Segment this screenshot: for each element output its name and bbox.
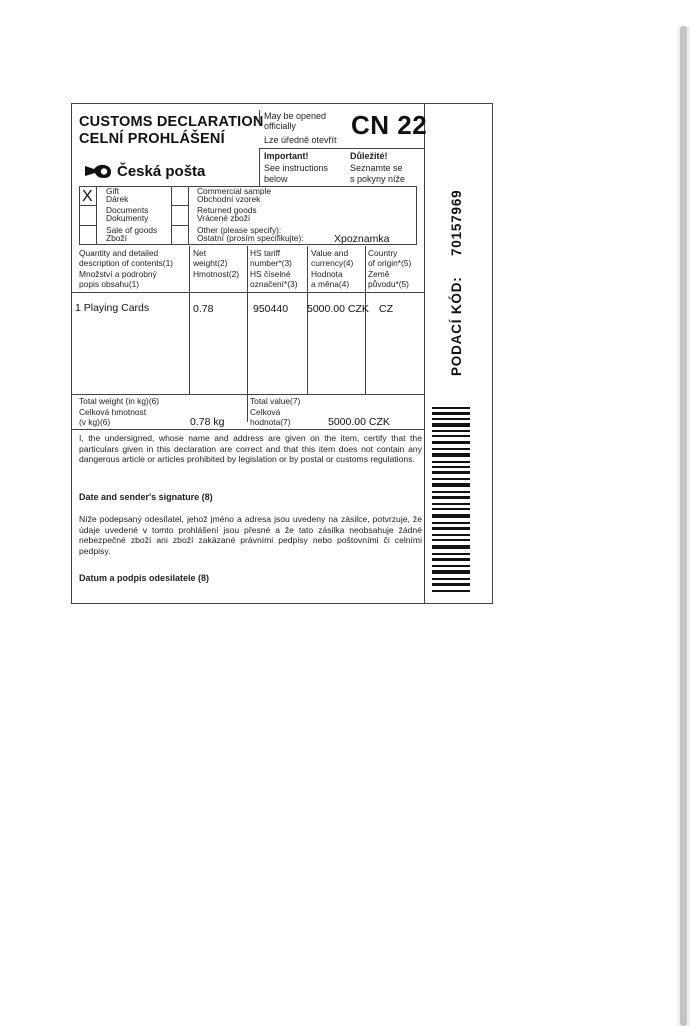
- col3-line2: number*(3): [250, 258, 292, 268]
- col3-line1: HS tariff: [250, 248, 281, 258]
- col5-line3: Země: [368, 269, 390, 279]
- barcode-bar: [432, 565, 470, 567]
- total-weight-label-1: Total weight (in kg)(6): [79, 396, 160, 406]
- totals-top-rule: [72, 394, 424, 395]
- barcode-bar: [432, 483, 470, 487]
- code-value: 70157969: [449, 189, 464, 256]
- other-en: Other (please specify):: [197, 225, 282, 235]
- col1-line1: Quantity and detailed: [79, 248, 159, 258]
- total-weight-value: 0.78 kg: [190, 416, 225, 428]
- gift-cz: Dárek: [106, 194, 129, 204]
- header-tick: [259, 110, 260, 122]
- col2-line3: Hmotnost(2): [193, 269, 240, 279]
- documents-checkbox[interactable]: [79, 205, 97, 226]
- item-value: 5000.00 CZK: [307, 303, 369, 315]
- barcode-bar: [432, 583, 470, 586]
- signature-label-en: Date and sender's signature (8): [79, 492, 213, 502]
- may-open-line1: May be opened: [264, 111, 327, 121]
- barcode-bar: [432, 407, 470, 409]
- returned-cz: Vrácené zboží: [197, 213, 251, 223]
- col1-line2: description of contents(1): [79, 258, 174, 268]
- other-checkbox[interactable]: [171, 225, 189, 245]
- form-code: CN 22: [351, 110, 428, 140]
- barcode-bar: [432, 478, 470, 480]
- item-description: 1 Playing Cards: [75, 302, 150, 314]
- gift-check-mark: X: [82, 188, 93, 205]
- barcode-bar: [432, 503, 470, 505]
- returned-en: Returned goods: [197, 205, 257, 215]
- barcode-bar: [432, 430, 470, 432]
- col-divider-2: [247, 246, 248, 422]
- commercial-cz: Obchodní vzorek: [197, 194, 261, 204]
- barcode-bar: [432, 448, 470, 450]
- returned-checkbox[interactable]: [171, 205, 189, 226]
- col3-line3: HS číselné: [250, 269, 291, 279]
- barcode-bar: [432, 553, 470, 555]
- barcode-bar: [432, 491, 470, 493]
- item-weight: 0.78: [193, 303, 214, 315]
- col4-line1: Value and: [311, 248, 349, 258]
- commercial-en: Commercial sample: [197, 186, 271, 196]
- gift-en: Gift: [106, 186, 120, 196]
- may-open-line2: officially: [264, 121, 296, 131]
- col-divider-4: [365, 246, 366, 394]
- col4-line4: a měna(4): [311, 279, 350, 289]
- barcode-bar: [432, 539, 470, 541]
- total-value-label-3: hodnota(7): [250, 417, 291, 427]
- total-weight-label-3: (v kg)(6): [79, 417, 111, 427]
- col2-line2: weight(2): [193, 258, 228, 268]
- col-divider-1: [189, 246, 190, 394]
- col5-line4: původu*(5): [368, 279, 409, 289]
- col5-line2: of origin*(5): [368, 258, 412, 268]
- col1-line4: popis obsahu(1): [79, 279, 140, 289]
- col1-line3: Množství a podrobný: [79, 269, 157, 279]
- total-weight-label-2: Celková hmotnost: [79, 407, 147, 417]
- header-bottom-rule: [72, 292, 424, 293]
- commercial-checkbox[interactable]: [171, 186, 189, 206]
- barcode-bar: [432, 527, 470, 530]
- barcode-bar: [432, 412, 470, 415]
- barcode-bar: [432, 558, 470, 561]
- col2-line1: Net: [193, 248, 207, 258]
- documents-en: Documents: [106, 205, 149, 215]
- code-label: PODACÍ KÓD:: [449, 276, 464, 376]
- barcode-bar: [432, 466, 470, 468]
- ceska-posta-horn-logo: [84, 162, 114, 180]
- important-cz-1: Seznamte se: [350, 163, 403, 173]
- barcode-bar: [432, 578, 470, 580]
- vertical-scrollbar[interactable]: [677, 26, 690, 1026]
- total-value-label-1: Total value(7): [250, 396, 301, 406]
- declaration-text-cz: Níže podepsaný odesílatel, jehož jméno a adresa jsou uvedeny na zásilce, potvrzuje, že údaje uvedené v tomto prohlášení jsou přesné a že tato zásilka neobsahuje žádné nebezpečné zboží ani zboží zakázané právními pedpisy nebo poštovními či celními pedpisy.: [79, 514, 422, 556]
- barcode-bar: [432, 545, 470, 549]
- barcode-bar: [432, 508, 470, 510]
- barcode-bar: [432, 496, 470, 499]
- barcode: [424, 404, 492, 599]
- important-divider: [259, 148, 260, 186]
- signature-label-cz: Datum a podpis odesilatele (8): [79, 573, 210, 583]
- gift-checkbox[interactable]: [79, 186, 97, 206]
- important-cz: Důležité!: [350, 151, 388, 161]
- item-hs-number: 950440: [253, 303, 289, 315]
- col-divider-3: [307, 246, 308, 394]
- scrollbar-thumb[interactable]: [680, 26, 687, 1026]
- sale-cz: Zboží: [106, 233, 127, 243]
- barcode-bar: [432, 423, 470, 427]
- other-cz: Ostatní (prosím specifikujte):: [197, 233, 304, 243]
- important-cz-2: s pokyny níže: [350, 174, 406, 184]
- other-specify-value: Xpoznamka: [334, 233, 390, 245]
- barcode-bar: [432, 514, 470, 518]
- cn22-customs-form: [71, 103, 493, 604]
- declaration-text-en: I, the undersigned, whose name and address are given on the item, certify that the particulars given in this declaration are correct and that this item does not contain any dangerous article or articles prohibited by legislation or by postal or customs regulations.: [79, 433, 422, 465]
- logo-text: Česká pošta: [117, 163, 206, 180]
- col4-line3: Hodnota: [311, 269, 343, 279]
- title-en: CUSTOMS DECLARATION: [79, 114, 264, 130]
- side-strip: [424, 104, 492, 603]
- sale-en: Sale of goods: [106, 225, 158, 235]
- barcode-bar: [432, 570, 470, 574]
- header-divider: [260, 148, 424, 149]
- col3-line4: označení*(3): [250, 279, 298, 289]
- col4-line2: currency(4): [311, 258, 354, 268]
- barcode-bar: [432, 418, 470, 420]
- total-value-label-2: Celková: [250, 407, 281, 417]
- important-en: Important!: [264, 151, 309, 161]
- barcode-bar: [432, 461, 470, 463]
- barcode-bar: [432, 534, 470, 536]
- documents-cz: Dokumenty: [106, 213, 149, 223]
- barcode-bar: [432, 522, 470, 524]
- barcode-bar: [432, 590, 470, 592]
- item-origin: CZ: [379, 303, 393, 315]
- total-value-value: 5000.00 CZK: [328, 416, 390, 428]
- may-open-cz: Lze úředně otevřít: [264, 135, 337, 145]
- barcode-bar: [432, 435, 470, 437]
- title-cz: CELNÍ PROHLÁŠENÍ: [79, 131, 225, 147]
- barcode-bar: [432, 453, 470, 457]
- col5-line1: Country: [368, 248, 398, 258]
- important-en-2: below: [264, 174, 288, 184]
- barcode-bar: [432, 471, 470, 474]
- important-en-1: See instructions: [264, 163, 329, 173]
- sale-checkbox[interactable]: [79, 225, 97, 245]
- totals-bottom-rule: [72, 429, 424, 430]
- barcode-bar: [432, 441, 470, 444]
